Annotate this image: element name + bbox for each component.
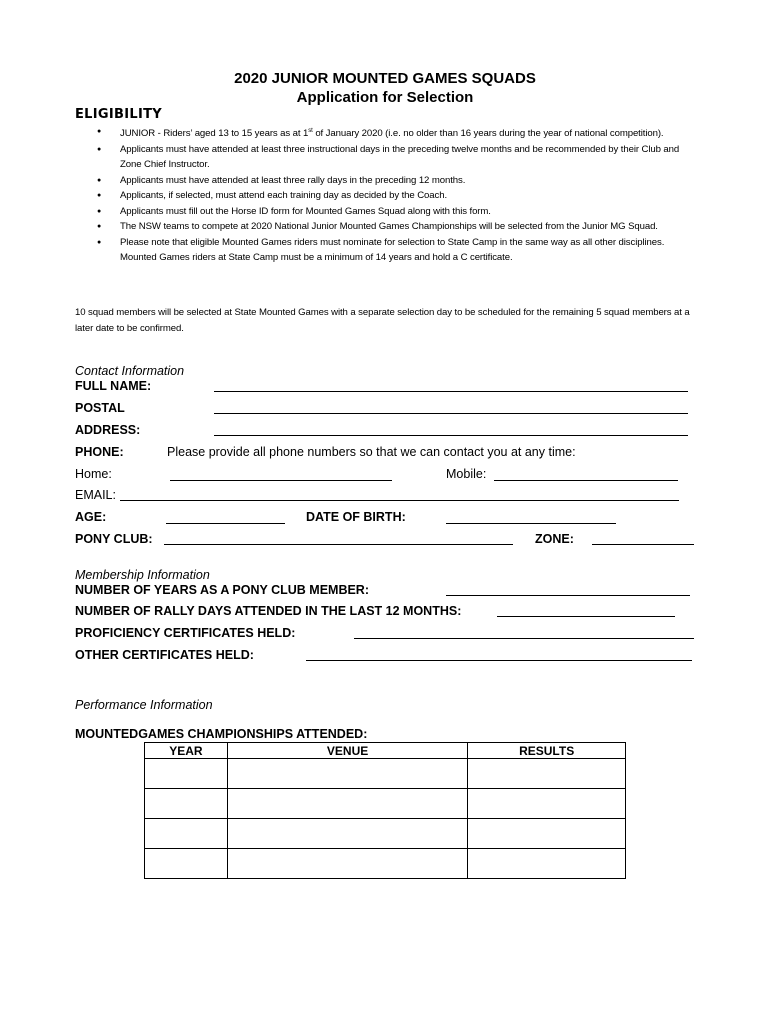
email-label: EMAIL: xyxy=(75,488,116,502)
zone-field[interactable] xyxy=(592,544,694,545)
address-label: ADDRESS: xyxy=(75,423,141,437)
column-header-venue: VENUE xyxy=(227,743,467,759)
mobile-phone-field[interactable] xyxy=(494,480,678,481)
venue-cell[interactable] xyxy=(227,849,467,879)
contact-section-heading: Contact Information xyxy=(75,364,185,378)
venue-cell[interactable] xyxy=(227,789,467,819)
eligibility-list xyxy=(97,124,702,266)
eligibility-item: ● The NSW teams to compete at 2020 National Junior Mounted Games Championships will be selected from the Junior MG Squad. xyxy=(97,219,702,235)
document-subtitle: Application for Selection xyxy=(296,89,474,106)
zone-label: ZONE: xyxy=(535,532,574,546)
eligibility-item: ● Applicants must fill out the Horse ID form for Mounted Games Squad along with this form. xyxy=(97,204,702,220)
results-cell[interactable] xyxy=(468,789,626,819)
venue-cell[interactable] xyxy=(227,759,467,789)
table-row xyxy=(145,759,626,789)
date-of-birth-field[interactable] xyxy=(446,523,616,524)
selection-note: 10 squad members will be selected at State Mounted Games with a separate selection day to be scheduled for the remaining 5 squad members at a later date to be confirmed. xyxy=(75,307,690,334)
year-cell[interactable] xyxy=(145,849,228,879)
postal-address-field-1[interactable] xyxy=(214,413,688,414)
column-header-results: RESULTS xyxy=(468,743,626,759)
mobile-phone-label: Mobile: xyxy=(446,467,487,481)
other-certificates-field[interactable] xyxy=(306,660,692,661)
age-field[interactable] xyxy=(166,523,285,524)
years-member-field[interactable] xyxy=(446,595,690,596)
table-row xyxy=(145,849,626,879)
phone-label: PHONE: xyxy=(75,445,124,459)
results-cell[interactable] xyxy=(468,849,626,879)
postal-address-field-2[interactable] xyxy=(214,435,688,436)
eligibility-item: ● Please note that eligible Mounted Games riders must nominate for selection to State Camp in the same way as all other disciplines. Mounted Games riders at State Camp must be a minimum of 14 years and hold a C certificate. xyxy=(97,235,702,266)
pony-club-label: PONY CLUB: xyxy=(75,532,153,546)
full-name-label: FULL NAME: xyxy=(75,379,152,393)
home-phone-field[interactable] xyxy=(170,480,392,481)
date-of-birth-label: DATE OF BIRTH: xyxy=(306,510,406,524)
other-certificates-label: OTHER CERTIFICATES HELD: xyxy=(75,648,254,662)
eligibility-item: ● Applicants, if selected, must attend each training day as decided by the Coach. xyxy=(97,188,702,204)
pony-club-field[interactable] xyxy=(164,544,513,545)
results-cell[interactable] xyxy=(468,759,626,789)
age-label: AGE: xyxy=(75,510,107,524)
document-title: 2020 JUNIOR MOUNTED GAMES SQUADS xyxy=(234,70,536,87)
proficiency-certificates-field[interactable] xyxy=(354,638,694,639)
eligibility-item: ● Applicants must have attended at least three instructional days in the preceding twelve months and be recommended by their Club and Zone Chief Instructor. xyxy=(97,142,702,173)
rally-days-label: NUMBER OF RALLY DAYS ATTENDED IN THE LAST 12 MONTHS: xyxy=(75,604,462,618)
performance-section-heading: Performance Information xyxy=(75,698,213,712)
table-row xyxy=(145,789,626,819)
year-cell[interactable] xyxy=(145,759,228,789)
column-header-year: YEAR xyxy=(145,743,228,759)
rally-days-field[interactable] xyxy=(497,616,675,617)
postal-label: POSTAL xyxy=(75,401,125,415)
full-name-field[interactable] xyxy=(214,391,688,392)
year-cell[interactable] xyxy=(145,819,228,849)
proficiency-certificates-label: PROFICIENCY CERTIFICATES HELD: xyxy=(75,626,296,640)
table-header-row xyxy=(145,743,626,759)
table-row xyxy=(145,819,626,849)
venue-cell[interactable] xyxy=(227,819,467,849)
championships-table xyxy=(144,742,626,879)
results-cell[interactable] xyxy=(468,819,626,849)
phone-instructions: Please provide all phone numbers so that we can contact you at any time: xyxy=(167,445,576,459)
eligibility-item: ● JUNIOR - Riders’ aged 13 to 15 years as at 1st of January 2020 (i.e. no older than 16 years during the year of national competition). xyxy=(97,124,702,142)
years-member-label: NUMBER OF YEARS AS A PONY CLUB MEMBER: xyxy=(75,583,370,597)
year-cell[interactable] xyxy=(145,789,228,819)
home-phone-label: Home: xyxy=(75,467,112,481)
membership-section-heading: Membership Information xyxy=(75,568,210,582)
eligibility-heading: ELIGIBILITY xyxy=(75,107,162,122)
email-field[interactable] xyxy=(120,500,679,501)
championships-table-title: MOUNTEDGAMES CHAMPIONSHIPS ATTENDED: xyxy=(75,727,368,741)
eligibility-item: ● Applicants must have attended at least three rally days in the preceding 12 months. xyxy=(97,173,702,189)
